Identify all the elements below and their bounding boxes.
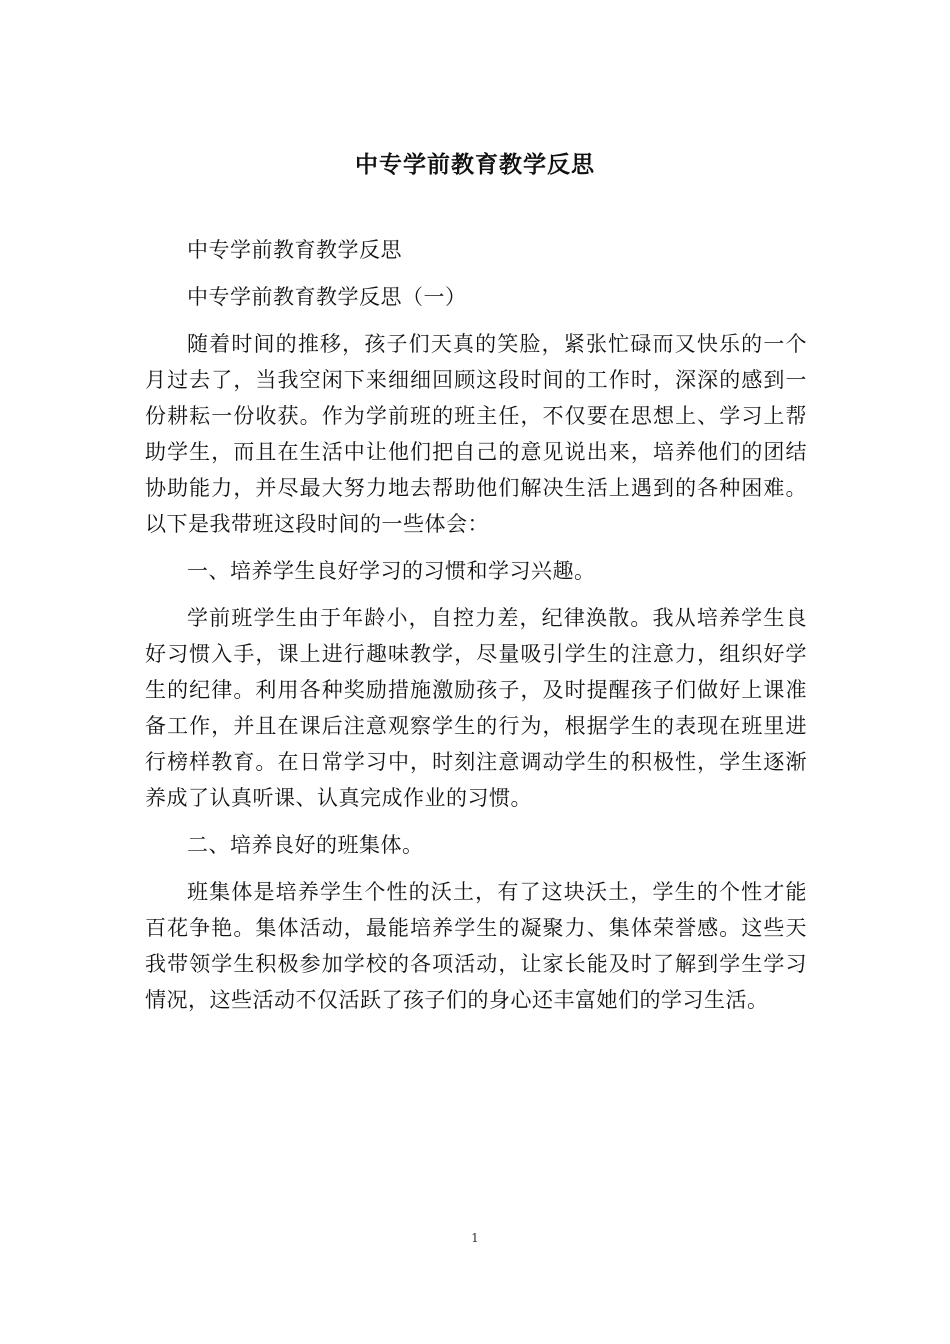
- section-heading-1: 中专学前教育教学反思（一）: [187, 285, 467, 309]
- document-body: [145, 232, 807, 1029]
- subtitle-paragraph: 中专学前教育教学反思: [187, 238, 402, 262]
- body-paragraph: 学前班学生由于年龄小，自控力差，纪律涣散。我从培养学生良好习惯入手，课上进行趣味教学，尽量吸引学生的注意力，组织好学生的纪律。利用各种奖励措施激励孩子，及时提醒孩子们做好上课准备工作，并且在课后注意观察学生的行为，根据学生的表现在班里进行榜样教育。在日常学习中，时刻注意调动学生的积极性，学生逐渐养成了认真听课、认真完成作业的习惯。: [145, 606, 807, 810]
- page-number: 1: [471, 1231, 479, 1245]
- body-paragraph: 随着时间的推移，孩子们天真的笑脸，紧张忙碌而又快乐的一个月过去了，当我空闲下来细细回顾这段时间的工作时，深深的感到一份耕耘一份收获。作为学前班的班主任，不仅要在思想上、学习上帮助学生，而且在生活中让他们把自己的意见说出来，培养他们的团结协助能力，并尽最大努力地去帮助他们解决生活上遇到的各种困难。以下是我带班这段时间的一些体会：: [145, 332, 807, 536]
- point-heading-1: 一、培养学生良好学习的习惯和学习兴趣。: [187, 559, 596, 583]
- point-heading-2: 二、培养良好的班集体。: [187, 833, 424, 857]
- body-paragraph: 班集体是培养学生个性的沃土，有了这块沃土，学生的个性才能百花争艳。集体活动，最能培养学生的凝聚力、集体荣誉感。这些天我带领学生积极参加学校的各项活动，让家长能及时了解到学生学习情况，这些活动不仅活跃了孩子们的身心还丰富她们的学习生活。: [145, 880, 807, 1012]
- document-title: 中专学前教育教学反思: [355, 151, 595, 178]
